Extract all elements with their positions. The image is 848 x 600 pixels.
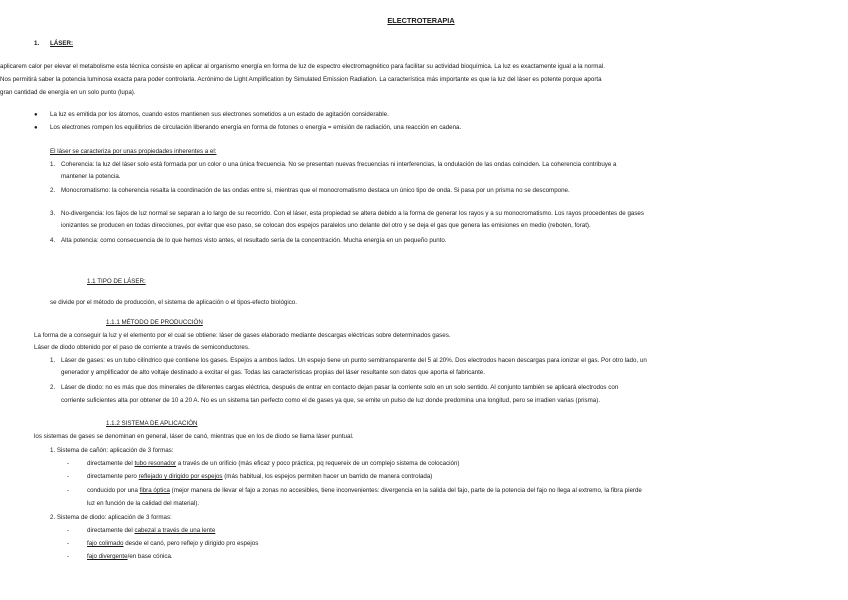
production-item-2-number: 2. (50, 384, 56, 391)
property-3-line-2: ionizantes se producen en todas direcciones, por evitar que eso paso, se colocan dos espejos paralelos uno delante del otro y se deja el gas que genera las emisiones en medio (reboten, forat). (61, 222, 591, 229)
property-1-number: 1. (50, 161, 56, 168)
property-2-line-1: Monocromatismo: la coherencia resalta la coordinación de las ondas entre si, mientras que el monocromatismo destaca un único tipo de onda. Si pasa por un prisma no se descompone. (61, 187, 570, 194)
document-title: ELECTROTERAPIA (387, 16, 455, 25)
property-4-line-1: Alta potencia: como consecuencia de lo que hemos visto antes, el resultado sería de la concentración. Mucha energía en un pequeño punto. (61, 237, 447, 244)
section-1-1-2-heading: 1.1.2 SISTEMA DE APLICACIÓN (106, 420, 198, 427)
cannon-item-3: conducido por una fibra óptica (mejor manera de llevar el fajo a zonas no accesibles, tiene inconvenientes: divergencia en la salida del fajo, parte de la potencia del fajo no llega al extremo, la fibra pierde (87, 487, 642, 494)
production-item-2-line-2: corriente suficientes alta por obtener de 10 a 20 A. No es un sistema tan perfecto como el de gases ya que, se emite un pulso de luz donde predomina una longitud, pero se irradien varias (prisma). (61, 397, 600, 404)
dash-marker: - (67, 540, 70, 547)
bullet-icon: ● (34, 125, 38, 131)
intro-line-2: Nos permitirá saber la potencia luminosa exacta para poder controlarla. Acrónimo de Light Amplification by Simulated Emission Radiation. La característica más importante es que la luz del láser es potente porque aporta (0, 76, 602, 83)
section-1-1-1-line-2: Láser de diodo obtenido por el paso de corriente a través de semiconductores. (34, 344, 250, 351)
section-1-number: 1. (34, 40, 40, 47)
cannon-item-3-continuation: luz en función de la calidad del material). (87, 500, 200, 507)
section-1-heading: LÁSER: (50, 40, 74, 47)
production-item-1-line-1: Láser de gases: es un tubo cilíndrico que contiene los gases. Espejos a ambos lados. Un espejo tiene un punto semitransparente del 5 al 20%. Dos electrodos hacen descargas para ionizar el gas. Por otro lado, un (61, 357, 647, 364)
dash-marker: - (67, 487, 70, 494)
diode-system-label: 2. Sistema de diodo: aplicación de 3 formas: (50, 514, 172, 521)
production-item-2-line-1: Láser de diodo: no es más que dos minerales de diferentes cargas eléctrica, después de entrar en contacto dejan pasar la corriente solo en un solo sentido. Al conjunto también se aplicará electrodos con (61, 384, 619, 391)
dash-marker: - (67, 473, 70, 480)
section-1-1-heading: 1.1 TIPO DE LÁSER: (87, 278, 146, 285)
property-1-line-2: mantener la potencia. (61, 173, 121, 180)
diode-item-2: fajo colimado desde el canó, pero reflejo y dirigido pro espejos (87, 540, 259, 547)
diode-item-3: fajo divergente/en base cónica. (87, 553, 173, 560)
diode-item-1: directamente del cabezal a través de una lente (87, 527, 216, 534)
intro-line-3: gran cantidad de energía en un solo punto (lupa). (0, 89, 136, 96)
section-1-1-1-line-1: La forma de a conseguir la luz y el elemento por el cual se obtiene: láser de gases elaborado mediante descargas eléctricas sobre determinados gases. (34, 332, 451, 339)
production-item-1-line-2: generador y amplificador de alto voltaje destinado a excitar el gas. Todas las características propias del láser resultante son datos que aporta el fabricante. (61, 369, 485, 376)
dash-marker: - (67, 460, 70, 467)
cannon-item-2: directamente pero reflejado y dirigido por espejos (más habitual, los espejos permiten hacer un barrido de manera controlada) (87, 473, 433, 480)
property-1-line-1: Coherencia: la luz del láser solo está formada por un color o una única frecuencia. No se presentan nuevas frecuencias ni interferencias, la ondulación de las ondas coinciden. La coherencia contribuye a (61, 161, 617, 168)
bullet-item-2: Los electrones rompen los equilibrios de circulación liberando energía en forma de fotones o energía = emisión de radiación, una reacción en cadena. (50, 124, 462, 131)
properties-heading: El láser se caracteriza por unas propiedades inherentes a el: (50, 148, 217, 155)
property-4-number: 4. (50, 237, 56, 244)
bullet-item-1: La luz es emitida por los átomos, cuando estos mantienen sus electrones sometidos a un estado de agitación considerable. (50, 111, 389, 118)
production-item-1-number: 1. (50, 357, 56, 364)
property-3-line-1: No-divergencia: los fajos de luz normal se separan a lo largo de su recorrido. Con el láser, esta propiedad se altera debido a la forma de generar los rayos y a su monocromatismo. Los rayos procedentes de gases (61, 210, 644, 217)
bullet-icon: ● (34, 112, 38, 118)
cannon-item-1: directamente del tubo resonador a través de un orificio (más eficaz y poco práctica, pq requereix de un complejo sistema de colocación) (87, 460, 460, 467)
intro-line-1: aplicarem calor per elevar el metabolisme esta técnica consiste en aplicar al organismo energía en forma de luz de espectro electromagnético para facilitar su actividad bioquímica. La luz es exactamente igual a la normal. (0, 63, 605, 70)
section-1-1-1-heading: 1.1.1 MÉTODO DE PRODUCCIÓN (106, 319, 203, 326)
cannon-system-label: 1. Sistema de cañón: aplicación de 3 formas: (50, 447, 174, 454)
property-2-number: 2. (50, 187, 56, 194)
section-1-1-2-intro: los sistemas de gases se denominan en general, láser de canó, mientras que en los de diodo se llama láser puntual. (34, 433, 354, 440)
dash-marker: - (67, 527, 70, 534)
property-3-number: 3. (50, 210, 56, 217)
section-1-1-text: se divide por el método de producción, el sistema de aplicación o el tipos-efecto biológico. (50, 299, 297, 306)
dash-marker: - (67, 553, 70, 560)
